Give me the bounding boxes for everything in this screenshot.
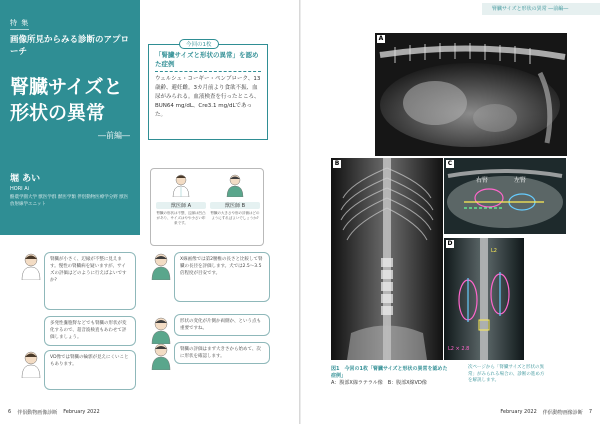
vet-b-name: 獣医師 B <box>210 202 260 209</box>
annotation-d-bottom: L2 × 2.8 <box>448 346 470 352</box>
speaker-a-icon <box>20 252 42 280</box>
speaker-b-icon <box>150 342 172 370</box>
figure-b-xray <box>331 158 443 360</box>
running-head: 腎臓サイズと形状の異常 ―前編― <box>482 3 600 15</box>
dialog-bubble: VD像では腎臓の輪郭が見えにくいこともあります。 <box>44 350 136 390</box>
dialog-bubble: 多発性嚢胞腎などでも腎臓の形状が変化するので、超音波検査もあわせて評価しましょう。 <box>44 316 136 346</box>
page-number: 7 <box>588 409 592 415</box>
series-subtitle: 画像所見からみる診断のアプローチ <box>10 35 130 57</box>
annotated-lateral-image <box>444 158 566 234</box>
vd-xray-image <box>331 158 443 360</box>
caption-body: A：腹部X線ラテラル像 B：腹部X線VD像 <box>331 380 427 386</box>
vet-b-icon <box>225 173 245 197</box>
figure-label-b: B <box>334 160 340 167</box>
article-title <box>10 74 130 126</box>
vet-intro-box <box>150 168 264 246</box>
annotated-vd-image <box>444 238 524 360</box>
figure-label-d: D <box>447 240 453 247</box>
annotation-c-mid: 左腎 <box>514 177 527 184</box>
figure-label-c: C <box>447 160 453 167</box>
journal-name: 伴侶動物画像診断 <box>17 410 58 416</box>
left-page <box>0 0 299 424</box>
vet-a-icon <box>171 173 191 197</box>
dialog-bubble: 形状の変化が片側か両側か、という点も重要ですね。 <box>174 314 270 336</box>
dialog-bubble: 腎臓の評価はまず大きさから始めて、次に形状を確認します。 <box>174 342 270 364</box>
part-label: ―前編― <box>98 131 130 140</box>
title-block <box>0 0 140 235</box>
side-note: 次ページから「腎臓サイズと形状の異常」がみられる場合の、診断の進め方を解説します。 <box>468 365 545 383</box>
title-line-1: 腎臓サイズと <box>10 76 123 98</box>
dialog-bubble: 腎臓が小さく、辺縁が不整に見えます。慢性の腎臓病を疑いますが、サイズの評価はどのように行えばよいですか? <box>44 252 136 310</box>
figure-c-xray <box>444 158 566 234</box>
vet-b-text: 腎臓の大きさや形の評価はどのようにすればよいでしょうか? <box>210 211 260 220</box>
lateral-xray-image <box>375 33 567 156</box>
figure-a-xray <box>375 33 567 156</box>
case-body: ウェルシュ・コーギー・ペンブローク、13歳齢、避妊雌。3カ月前より食欲不振、血尿がみられる。血液検査を行ったところ、BUN64 mg/dL、Cre3.1 mg/dLであった。 <box>155 76 261 118</box>
issue-date: February 2022 <box>500 409 537 415</box>
series-tag: 特 集 <box>10 18 29 30</box>
vet-b <box>210 173 260 233</box>
speaker-a-icon <box>20 350 42 378</box>
issue-date: February 2022 <box>63 409 100 415</box>
author-romaji: HORI Ai <box>10 186 30 192</box>
author-affiliation: 酪農学園大学 獣医学群 獣医学類 伴侶動物医療学分野 獣医放射線学ユニット <box>10 195 129 207</box>
title-line-2: 形状の異常 <box>10 102 106 124</box>
caption-title: 図1 今回の1枚「腎臓サイズと形状の異常を認めた症例」 <box>331 366 448 379</box>
case-heading: 「腎臓サイズと形状の異常」を認めた症例 <box>155 51 261 72</box>
left-folio <box>8 409 100 416</box>
figure-caption <box>331 366 451 387</box>
speaker-b-icon <box>150 252 172 280</box>
journal-name: 伴侶動物画像診断 <box>542 410 583 416</box>
right-folio <box>500 409 592 416</box>
figure-d-xray <box>444 238 524 360</box>
dialog-bubble: X線画像では第2腰椎の長さと比較して腎臓の長径を評価します。犬では2.5〜3.5倍程度が目安です。 <box>174 252 270 302</box>
annotation-c-top: 右腎 <box>476 177 489 184</box>
figure-label-a: A <box>378 35 384 42</box>
annotation-d-top: L2 <box>491 248 497 254</box>
case-box <box>148 44 268 140</box>
vet-a-text: 腎臓の形状は不整、辺縁は凹凸があり、サイズはやや小さい印象です。 <box>156 211 206 225</box>
vet-a-name: 獣医師 A <box>156 202 206 209</box>
page-number: 6 <box>8 409 12 415</box>
speaker-b-icon <box>150 316 172 344</box>
case-tag: 今回の1枚 <box>179 39 219 49</box>
vet-a <box>156 173 206 233</box>
author-name: 堀 あい <box>10 174 41 184</box>
